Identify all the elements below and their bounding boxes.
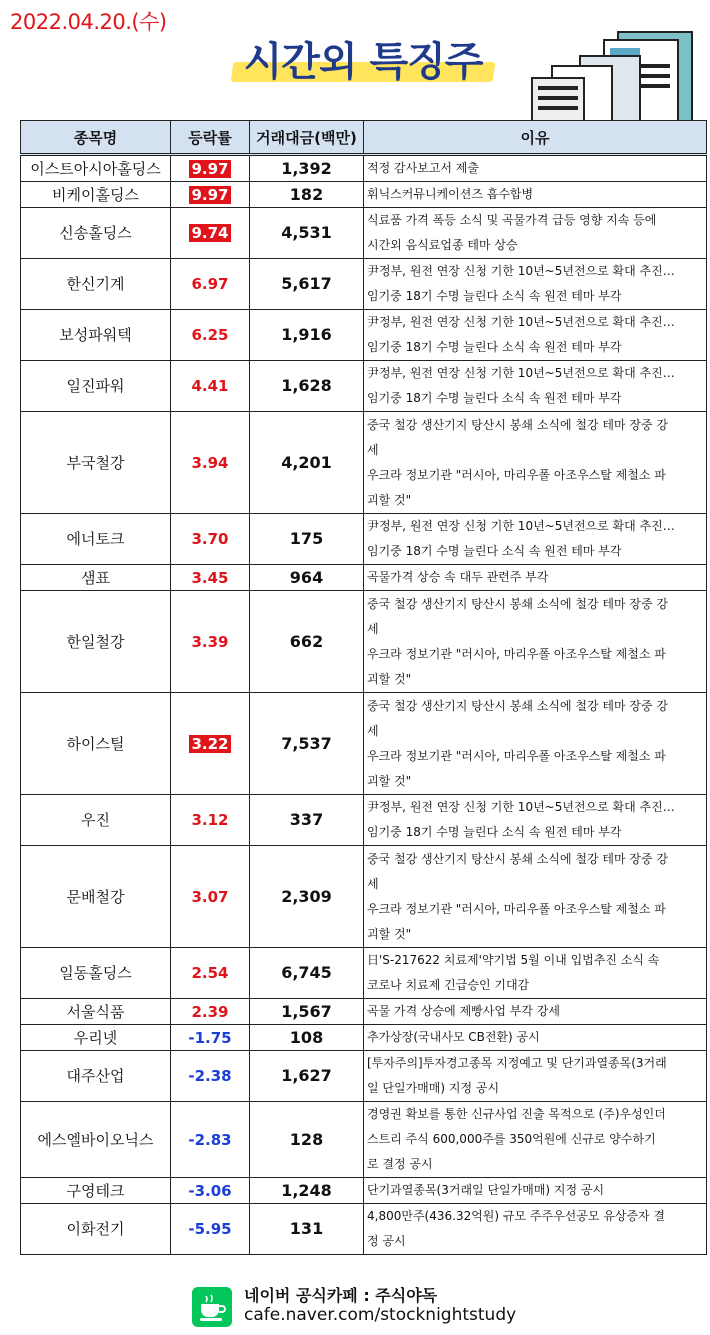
change-rate-value: -3.06 (188, 1181, 232, 1200)
change-rate-value: 3.22 (191, 734, 229, 753)
header-rate: 등락률 (171, 121, 250, 155)
reason (364, 1102, 707, 1178)
reason-line: 세 (367, 442, 379, 457)
reason-line: 우크라 정보기관 "러시아, 마리우폴 아조우스탈 제철소 파 (367, 901, 666, 916)
reason-line: 휘닉스커뮤니케이션즈 흡수합병 (367, 187, 534, 201)
change-rate-value: 9.97 (191, 159, 229, 178)
reason-line: 尹정부, 원전 연장 신청 기한 10년~5년전으로 확대 추진… (367, 264, 675, 278)
table-row (21, 310, 707, 361)
reason (364, 1051, 707, 1102)
change-rate (171, 412, 250, 514)
trade-volume: 964 (250, 565, 364, 591)
change-rate-value: -5.95 (188, 1220, 232, 1238)
stock-name: 대주산업 (21, 1051, 171, 1102)
footer (192, 1283, 552, 1329)
reason-line: 임기중 18기 수명 늘린다 소식 속 원전 테마 부각 (367, 544, 622, 558)
table-row (21, 999, 707, 1025)
trade-volume: 131 (250, 1204, 364, 1255)
table-row (21, 846, 707, 948)
change-rate (171, 208, 250, 259)
stock-name: 한일철강 (21, 591, 171, 693)
table-row (21, 1025, 707, 1051)
trade-volume: 337 (250, 795, 364, 846)
reason (364, 1178, 707, 1204)
reason-line: 스트리 주식 600,000주를 350억원에 신규로 양수하기 (367, 1132, 656, 1146)
table-header-row (21, 121, 707, 155)
reason-line: 시간외 음식료업종 테마 상승 (367, 238, 518, 252)
trade-volume: 1,628 (250, 361, 364, 412)
table-row (21, 591, 707, 693)
reason-line: 임기중 18기 수명 늘린다 소식 속 원전 테마 부각 (367, 391, 622, 405)
table-row (21, 795, 707, 846)
reason-line: 우크라 정보기관 "러시아, 마리우폴 아조우스탈 제철소 파 (367, 646, 666, 661)
reason-line: 尹정부, 원전 연장 신청 기한 10년~5년전으로 확대 추진… (367, 366, 675, 380)
reason-line: 중국 철강 생산기지 탕산시 봉쇄 소식에 철강 테마 장중 강 (367, 851, 668, 866)
change-rate-value: 3.45 (191, 568, 229, 587)
reason-line: 정 공시 (367, 1234, 406, 1248)
change-rate (171, 948, 250, 999)
change-rate-value: 6.25 (191, 326, 229, 344)
reason (364, 361, 707, 412)
stock-name: 부국철강 (21, 412, 171, 514)
trade-volume: 175 (250, 514, 364, 565)
stock-name: 한신기계 (21, 259, 171, 310)
reason-line: 세 (367, 723, 379, 738)
reason (364, 948, 707, 999)
change-rate (171, 1051, 250, 1102)
stock-name: 비케이홀딩스 (21, 182, 171, 208)
reason (364, 1025, 707, 1051)
change-rate (171, 182, 250, 208)
reason-line: 괴할 것" (367, 671, 412, 686)
trade-volume: 1,567 (250, 999, 364, 1025)
change-rate (171, 795, 250, 846)
report-date: 2022.04.20.(수) (10, 10, 167, 34)
change-rate (171, 591, 250, 693)
change-rate (171, 361, 250, 412)
trade-volume: 108 (250, 1025, 364, 1051)
table-row (21, 1102, 707, 1178)
table-row (21, 259, 707, 310)
trade-volume: 1,248 (250, 1178, 364, 1204)
change-rate (171, 1025, 250, 1051)
change-rate-value: 9.97 (191, 185, 229, 204)
stock-name: 에너토크 (21, 514, 171, 565)
stock-name: 일동홀딩스 (21, 948, 171, 999)
reason-line: 단기과열종목(3거래일 단일가매매) 지정 공시 (367, 1183, 605, 1197)
reason (364, 514, 707, 565)
reason-line: 곡물가격 상승 속 대두 관련주 부각 (367, 570, 549, 584)
stock-name: 우리넷 (21, 1025, 171, 1051)
reason-line: 尹정부, 원전 연장 신청 기한 10년~5년전으로 확대 추진… (367, 315, 675, 329)
table-row (21, 1051, 707, 1102)
reason-line: 임기중 18기 수명 늘린다 소식 속 원전 테마 부각 (367, 340, 622, 354)
change-rate (171, 846, 250, 948)
reason-line: 尹정부, 원전 연장 신청 기한 10년~5년전으로 확대 추진… (367, 800, 675, 814)
change-rate (171, 259, 250, 310)
reason-line: 괴할 것" (367, 492, 412, 507)
stock-name: 우진 (21, 795, 171, 846)
trade-volume: 4,201 (250, 412, 364, 514)
reason-line: 4,800만주(436.32억원) 규모 주주우선공모 유상증자 결 (367, 1209, 666, 1223)
table-row (21, 361, 707, 412)
header-volume: 거래대금(백만) (250, 121, 364, 155)
reason-line: [투자주의]투자경고종목 지정예고 및 단기과열종목(3거래 (367, 1056, 667, 1070)
trade-volume: 1,916 (250, 310, 364, 361)
table-row (21, 412, 707, 514)
reason-line: 추가상장(국내사모 CB전환) 공시 (367, 1030, 540, 1044)
reason-line: 적정 감사보고서 제출 (367, 161, 479, 175)
change-rate-value: 3.70 (191, 530, 229, 548)
reason (364, 412, 707, 514)
reason-line: 日'S-217622 치료제'약기법 5월 이내 입법추진 소식 속 (367, 953, 660, 967)
trade-volume: 2,309 (250, 846, 364, 948)
page-title: 시간외 특징주 (243, 39, 483, 85)
title-block (228, 30, 498, 86)
table-row (21, 1204, 707, 1255)
change-rate-value: -2.38 (188, 1067, 232, 1085)
trade-volume: 662 (250, 591, 364, 693)
footer-cafe-url[interactable]: cafe.naver.com/stocknightstudy (244, 1305, 517, 1325)
stock-name: 서울식품 (21, 999, 171, 1025)
stock-name: 문배철강 (21, 846, 171, 948)
reason (364, 795, 707, 846)
stock-name: 구영테크 (21, 1178, 171, 1204)
trade-volume: 5,617 (250, 259, 364, 310)
stock-name: 하이스틸 (21, 693, 171, 795)
change-rate-value: 6.97 (191, 275, 229, 293)
stock-table (20, 120, 707, 1255)
stock-name: 보성파워텍 (21, 310, 171, 361)
change-rate-value: 4.41 (191, 377, 229, 395)
table-row (21, 155, 707, 182)
reason (364, 693, 707, 795)
reason-line: 식료품 가격 폭등 소식 및 곡물가격 급등 영향 지속 등에 (367, 213, 657, 227)
stock-name: 샘표 (21, 565, 171, 591)
reason-line: 중국 철강 생산기지 탕산시 봉쇄 소식에 철강 테마 장중 강 (367, 698, 668, 713)
reason-line: 일 단일가매매) 지정 공시 (367, 1081, 500, 1095)
footer-cafe-name: 네이버 공식카페 : 주식야독 (244, 1286, 438, 1305)
table-row (21, 182, 707, 208)
reason (364, 591, 707, 693)
reason (364, 846, 707, 948)
stock-name: 이화전기 (21, 1204, 171, 1255)
table-row (21, 693, 707, 795)
change-rate-value: 3.07 (191, 887, 229, 906)
change-rate (171, 514, 250, 565)
reason-line: 중국 철강 생산기지 탕산시 봉쇄 소식에 철강 테마 장중 강 (367, 417, 668, 432)
change-rate-value: 3.94 (191, 453, 229, 472)
reason (364, 259, 707, 310)
change-rate-value: 2.54 (191, 964, 229, 982)
reason-line: 임기중 18기 수명 늘린다 소식 속 원전 테마 부각 (367, 289, 622, 303)
change-rate (171, 565, 250, 591)
reason-line: 코로나 치료제 긴급승인 기대감 (367, 978, 530, 992)
trade-volume: 1,627 (250, 1051, 364, 1102)
trade-volume: 128 (250, 1102, 364, 1178)
naver-cafe-icon (192, 1287, 232, 1327)
reason-line: 로 결정 공시 (367, 1157, 433, 1171)
change-rate (171, 999, 250, 1025)
trade-volume: 6,745 (250, 948, 364, 999)
table-row (21, 948, 707, 999)
change-rate-value: 3.12 (191, 811, 229, 829)
change-rate-value: 3.39 (191, 632, 229, 651)
reason-line: 괴할 것" (367, 926, 412, 941)
table-row (21, 565, 707, 591)
reason (364, 208, 707, 259)
stock-name: 일진파워 (21, 361, 171, 412)
table-row (21, 208, 707, 259)
change-rate (171, 1178, 250, 1204)
change-rate (171, 1102, 250, 1178)
reason-line: 尹정부, 원전 연장 신청 기한 10년~5년전으로 확대 추진… (367, 519, 675, 533)
header-reason: 이유 (364, 121, 707, 155)
reason (364, 155, 707, 182)
reason-line: 괴할 것" (367, 773, 412, 788)
change-rate-value: 2.39 (191, 1002, 229, 1021)
reason (364, 310, 707, 361)
stock-name: 이스트아시아홀딩스 (21, 155, 171, 182)
reason-line: 우크라 정보기관 "러시아, 마리우폴 아조우스탈 제철소 파 (367, 748, 666, 763)
stock-name: 에스엘바이오닉스 (21, 1102, 171, 1178)
trade-volume: 4,531 (250, 208, 364, 259)
newspaper-stack-icon (522, 26, 702, 126)
reason-line: 우크라 정보기관 "러시아, 마리우폴 아조우스탈 제철소 파 (367, 467, 666, 482)
trade-volume: 7,537 (250, 693, 364, 795)
reason-line: 경영권 확보를 통한 신규사업 진출 목적으로 (주)우성인더 (367, 1107, 666, 1121)
reason-line: 세 (367, 621, 379, 636)
reason (364, 1204, 707, 1255)
table-row (21, 514, 707, 565)
reason-line: 곡물 가격 상승에 제빵사업 부각 강세 (367, 1004, 560, 1018)
reason (364, 565, 707, 591)
reason-line: 세 (367, 876, 379, 891)
header-name: 종목명 (21, 121, 171, 155)
change-rate (171, 155, 250, 182)
change-rate (171, 310, 250, 361)
reason-line: 중국 철강 생산기지 탕산시 봉쇄 소식에 철강 테마 장중 강 (367, 596, 668, 611)
reason (364, 182, 707, 208)
stock-name: 신송홀딩스 (21, 208, 171, 259)
change-rate-value: -2.83 (188, 1130, 232, 1149)
table-row (21, 1178, 707, 1204)
change-rate (171, 1204, 250, 1255)
change-rate-value: -1.75 (188, 1028, 232, 1047)
trade-volume: 182 (250, 182, 364, 208)
change-rate-value: 9.74 (191, 224, 229, 242)
trade-volume: 1,392 (250, 155, 364, 182)
reason (364, 999, 707, 1025)
change-rate (171, 693, 250, 795)
reason-line: 임기중 18기 수명 늘린다 소식 속 원전 테마 부각 (367, 825, 622, 839)
